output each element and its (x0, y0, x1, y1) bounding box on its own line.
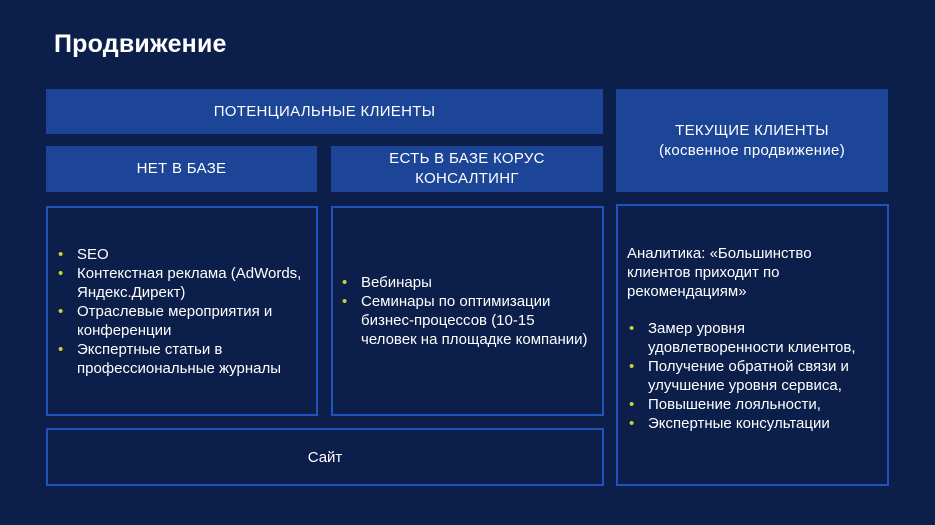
not-in-base-list (58, 245, 304, 378)
not-in-base-panel (46, 206, 318, 416)
in-base-header (331, 146, 603, 192)
current-clients-list (627, 319, 877, 433)
not-in-base-header (46, 146, 317, 192)
in-base-panel (331, 206, 604, 416)
list-item: • Семинары по оптимизации бизнес-процессов (10-15 человек на площадке компании) (342, 292, 590, 349)
list-item: • Вебинары (342, 273, 590, 292)
list-item: • Экспертные консультации (629, 414, 877, 433)
current-clients-label-line2: (косвенное продвижение) (659, 141, 845, 159)
analytics-text: Аналитика: «Большинство клиентов приходит по рекомендациям» (627, 244, 812, 300)
page-title: Продвижение (54, 30, 227, 58)
list-item: • Замер уровня удовлетворенности клиентов, (629, 319, 877, 357)
in-base-label-line2: КОНСАЛТИНГ (415, 170, 519, 187)
list-item: • Отраслевые мероприятия и конференции (58, 302, 304, 340)
list-item: • SEO (58, 245, 304, 264)
potential-clients-label: ПОТЕНЦИАЛЬНЫЕ КЛИЕНТЫ (213, 102, 436, 120)
list-item: • Получение обратной связи и улучшение уровня сервиса, (629, 357, 877, 395)
not-in-base-label: НЕТ В БАЗЕ (136, 160, 227, 177)
list-item: • Повышение лояльности, (629, 395, 877, 414)
list-item: • Контекстная реклама (AdWords, Яндекс.Директ) (58, 264, 304, 302)
current-clients-header (616, 89, 888, 192)
site-panel (46, 428, 604, 486)
current-clients-panel (616, 204, 889, 486)
list-item: • Экспертные статьи в профессиональные журналы (58, 340, 304, 378)
in-base-label-line1: ЕСТЬ В БАЗЕ КОРУС (389, 150, 545, 167)
site-label: Сайт (307, 448, 343, 466)
in-base-list (342, 273, 590, 349)
potential-clients-header (46, 89, 603, 134)
current-clients-label-line1: ТЕКУЩИЕ КЛИЕНТЫ (675, 121, 829, 139)
